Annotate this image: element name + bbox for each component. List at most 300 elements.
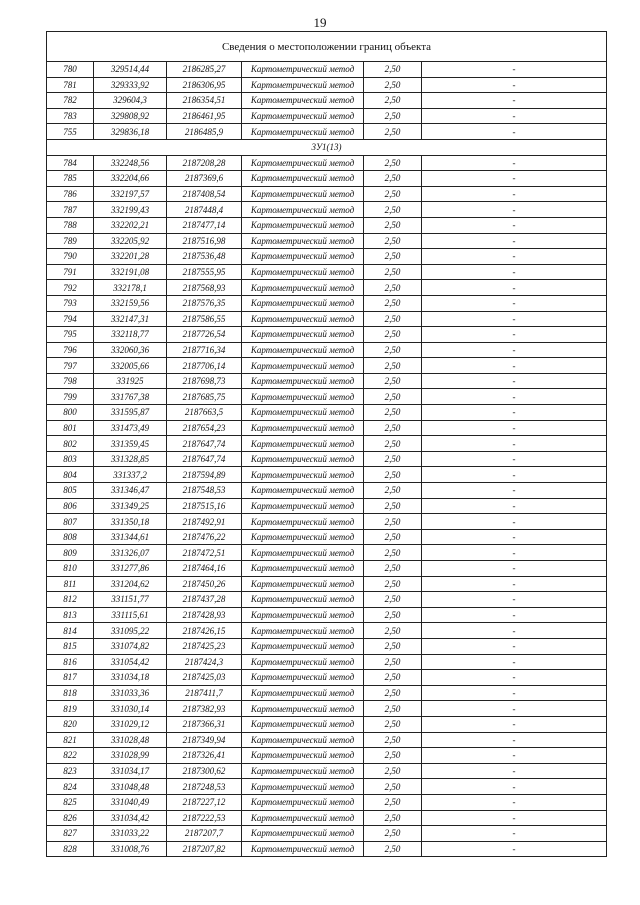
- y-coordinate-cell: 2187208,28: [167, 155, 242, 171]
- y-coordinate-cell: 2186461,95: [167, 108, 242, 124]
- table-row: [47, 654, 607, 670]
- method-cell: Картометрический метод: [242, 373, 364, 389]
- description-cell: -: [422, 77, 607, 93]
- method-cell: Картометрический метод: [242, 358, 364, 374]
- x-coordinate-cell: 331344,61: [94, 529, 167, 545]
- point-number-cell: 819: [47, 701, 94, 717]
- x-coordinate-cell: 332205,92: [94, 233, 167, 249]
- x-coordinate-cell: 331074,82: [94, 638, 167, 654]
- point-number-cell: 804: [47, 467, 94, 483]
- description-cell: -: [422, 389, 607, 405]
- y-coordinate-cell: 2187450,26: [167, 576, 242, 592]
- point-number-cell: 791: [47, 264, 94, 280]
- table-row: [47, 467, 607, 483]
- y-coordinate-cell: 2187248,53: [167, 779, 242, 795]
- accuracy-cell: 2,50: [364, 779, 422, 795]
- description-cell: -: [422, 202, 607, 218]
- method-cell: Картометрический метод: [242, 249, 364, 265]
- description-cell: -: [422, 514, 607, 530]
- method-cell: Картометрический метод: [242, 389, 364, 405]
- point-number-cell: 796: [47, 342, 94, 358]
- accuracy-cell: 2,50: [364, 62, 422, 78]
- x-coordinate-cell: 332118,77: [94, 327, 167, 343]
- description-cell: -: [422, 93, 607, 109]
- method-cell: Картометрический метод: [242, 342, 364, 358]
- x-coordinate-cell: 332159,56: [94, 295, 167, 311]
- description-cell: -: [422, 826, 607, 842]
- table-row: [47, 295, 607, 311]
- section-label: 3У1(13): [47, 139, 607, 155]
- x-coordinate-cell: 332204,66: [94, 171, 167, 187]
- table-row: [47, 155, 607, 171]
- y-coordinate-cell: 2186306,95: [167, 77, 242, 93]
- x-coordinate-cell: 331033,36: [94, 685, 167, 701]
- point-number-cell: 786: [47, 186, 94, 202]
- x-coordinate-cell: 331337,2: [94, 467, 167, 483]
- y-coordinate-cell: 2187207,82: [167, 841, 242, 857]
- table-row: [47, 436, 607, 452]
- table-row: [47, 342, 607, 358]
- description-cell: -: [422, 748, 607, 764]
- table-row: [47, 420, 607, 436]
- description-cell: -: [422, 373, 607, 389]
- method-cell: Картометрический метод: [242, 327, 364, 343]
- point-number-cell: 784: [47, 155, 94, 171]
- description-cell: -: [422, 670, 607, 686]
- point-number-cell: 809: [47, 545, 94, 561]
- point-number-cell: 814: [47, 623, 94, 639]
- accuracy-cell: 2,50: [364, 483, 422, 499]
- x-coordinate-cell: 329514,44: [94, 62, 167, 78]
- description-cell: -: [422, 249, 607, 265]
- x-coordinate-cell: 331048,48: [94, 779, 167, 795]
- description-cell: -: [422, 171, 607, 187]
- table-row: [47, 249, 607, 265]
- point-number-cell: 813: [47, 607, 94, 623]
- x-coordinate-cell: 331151,77: [94, 592, 167, 608]
- point-number-cell: 820: [47, 716, 94, 732]
- table-row: [47, 405, 607, 421]
- description-cell: -: [422, 62, 607, 78]
- y-coordinate-cell: 2187227,12: [167, 794, 242, 810]
- method-cell: Картометрический метод: [242, 576, 364, 592]
- y-coordinate-cell: 2187492,91: [167, 514, 242, 530]
- method-cell: Картометрический метод: [242, 545, 364, 561]
- table-row: [47, 623, 607, 639]
- table-row: [47, 810, 607, 826]
- x-coordinate-cell: 331028,99: [94, 748, 167, 764]
- accuracy-cell: 2,50: [364, 514, 422, 530]
- x-coordinate-cell: 331350,18: [94, 514, 167, 530]
- description-cell: -: [422, 701, 607, 717]
- description-cell: -: [422, 342, 607, 358]
- point-number-cell: 802: [47, 436, 94, 452]
- accuracy-cell: 2,50: [364, 623, 422, 639]
- x-coordinate-cell: 331204,62: [94, 576, 167, 592]
- accuracy-cell: 2,50: [364, 405, 422, 421]
- y-coordinate-cell: 2187477,14: [167, 217, 242, 233]
- x-coordinate-cell: 331473,49: [94, 420, 167, 436]
- method-cell: Картометрический метод: [242, 467, 364, 483]
- accuracy-cell: 2,50: [364, 342, 422, 358]
- y-coordinate-cell: 2187222,53: [167, 810, 242, 826]
- point-number-cell: 821: [47, 732, 94, 748]
- description-cell: -: [422, 716, 607, 732]
- description-cell: -: [422, 576, 607, 592]
- x-coordinate-cell: 331328,85: [94, 451, 167, 467]
- accuracy-cell: 2,50: [364, 171, 422, 187]
- description-cell: -: [422, 685, 607, 701]
- accuracy-cell: 2,50: [364, 295, 422, 311]
- y-coordinate-cell: 2187536,48: [167, 249, 242, 265]
- y-coordinate-cell: 2187424,3: [167, 654, 242, 670]
- y-coordinate-cell: 2187408,54: [167, 186, 242, 202]
- accuracy-cell: 2,50: [364, 420, 422, 436]
- y-coordinate-cell: 2187654,23: [167, 420, 242, 436]
- accuracy-cell: 2,50: [364, 794, 422, 810]
- y-coordinate-cell: 2187716,34: [167, 342, 242, 358]
- point-number-cell: 807: [47, 514, 94, 530]
- boundary-coordinates-table: [46, 31, 607, 857]
- x-coordinate-cell: 332005,66: [94, 358, 167, 374]
- description-cell: -: [422, 623, 607, 639]
- description-cell: -: [422, 327, 607, 343]
- method-cell: Картометрический метод: [242, 732, 364, 748]
- table-row: [47, 93, 607, 109]
- accuracy-cell: 2,50: [364, 93, 422, 109]
- point-number-cell: 815: [47, 638, 94, 654]
- method-cell: Картометрический метод: [242, 217, 364, 233]
- method-cell: Картометрический метод: [242, 654, 364, 670]
- table-row: [47, 264, 607, 280]
- point-number-cell: 801: [47, 420, 94, 436]
- x-coordinate-cell: 331359,45: [94, 436, 167, 452]
- description-cell: -: [422, 108, 607, 124]
- method-cell: Картометрический метод: [242, 280, 364, 296]
- y-coordinate-cell: 2187382,93: [167, 701, 242, 717]
- x-coordinate-cell: 331040,49: [94, 794, 167, 810]
- method-cell: Картометрический метод: [242, 233, 364, 249]
- accuracy-cell: 2,50: [364, 529, 422, 545]
- accuracy-cell: 2,50: [364, 748, 422, 764]
- table-row: [47, 763, 607, 779]
- point-number-cell: 800: [47, 405, 94, 421]
- table-row: [47, 373, 607, 389]
- point-number-cell: 795: [47, 327, 94, 343]
- y-coordinate-cell: 2187555,95: [167, 264, 242, 280]
- point-number-cell: 806: [47, 498, 94, 514]
- point-number-cell: 799: [47, 389, 94, 405]
- point-number-cell: 797: [47, 358, 94, 374]
- point-number-cell: 790: [47, 249, 94, 265]
- x-coordinate-cell: 332202,21: [94, 217, 167, 233]
- x-coordinate-cell: 332201,28: [94, 249, 167, 265]
- y-coordinate-cell: 2187425,03: [167, 670, 242, 686]
- accuracy-cell: 2,50: [364, 826, 422, 842]
- accuracy-cell: 2,50: [364, 638, 422, 654]
- description-cell: -: [422, 264, 607, 280]
- y-coordinate-cell: 2187568,93: [167, 280, 242, 296]
- point-number-cell: 798: [47, 373, 94, 389]
- table-row: [47, 186, 607, 202]
- x-coordinate-cell: 332178,1: [94, 280, 167, 296]
- table-row: [47, 592, 607, 608]
- table-row: [47, 171, 607, 187]
- x-coordinate-cell: 331029,12: [94, 716, 167, 732]
- y-coordinate-cell: 2187516,98: [167, 233, 242, 249]
- table-row: [47, 108, 607, 124]
- page-number: 19: [313, 15, 327, 30]
- accuracy-cell: 2,50: [364, 327, 422, 343]
- x-coordinate-cell: 332191,08: [94, 264, 167, 280]
- description-cell: -: [422, 405, 607, 421]
- table-row: [47, 327, 607, 343]
- method-cell: Картометрический метод: [242, 124, 364, 140]
- y-coordinate-cell: 2187663,5: [167, 405, 242, 421]
- accuracy-cell: 2,50: [364, 498, 422, 514]
- x-coordinate-cell: 332147,31: [94, 311, 167, 327]
- table-row: [47, 561, 607, 577]
- accuracy-cell: 2,50: [364, 810, 422, 826]
- method-cell: Картометрический метод: [242, 62, 364, 78]
- description-cell: -: [422, 654, 607, 670]
- method-cell: Картометрический метод: [242, 436, 364, 452]
- point-number-cell: 792: [47, 280, 94, 296]
- point-number-cell: 828: [47, 841, 94, 857]
- description-cell: -: [422, 483, 607, 499]
- accuracy-cell: 2,50: [364, 607, 422, 623]
- table-title: Сведения о местоположении границ объекта: [47, 32, 607, 62]
- section-row: [47, 139, 607, 155]
- method-cell: Картометрический метод: [242, 498, 364, 514]
- accuracy-cell: 2,50: [364, 358, 422, 374]
- method-cell: Картометрический метод: [242, 483, 364, 499]
- table-row: [47, 358, 607, 374]
- method-cell: Картометрический метод: [242, 529, 364, 545]
- y-coordinate-cell: 2187647,74: [167, 436, 242, 452]
- accuracy-cell: 2,50: [364, 373, 422, 389]
- accuracy-cell: 2,50: [364, 685, 422, 701]
- y-coordinate-cell: 2187425,23: [167, 638, 242, 654]
- y-coordinate-cell: 2186285,27: [167, 62, 242, 78]
- y-coordinate-cell: 2187515,16: [167, 498, 242, 514]
- point-number-cell: 788: [47, 217, 94, 233]
- x-coordinate-cell: 331030,14: [94, 701, 167, 717]
- method-cell: Картометрический метод: [242, 561, 364, 577]
- description-cell: -: [422, 358, 607, 374]
- description-cell: -: [422, 451, 607, 467]
- table-row: [47, 514, 607, 530]
- method-cell: Картометрический метод: [242, 93, 364, 109]
- point-number-cell: 782: [47, 93, 94, 109]
- table-row: [47, 670, 607, 686]
- method-cell: Картометрический метод: [242, 810, 364, 826]
- point-number-cell: 787: [47, 202, 94, 218]
- description-cell: -: [422, 794, 607, 810]
- point-number-cell: 823: [47, 763, 94, 779]
- x-coordinate-cell: 331034,17: [94, 763, 167, 779]
- point-number-cell: 817: [47, 670, 94, 686]
- description-cell: -: [422, 763, 607, 779]
- y-coordinate-cell: 2187428,93: [167, 607, 242, 623]
- y-coordinate-cell: 2187548,53: [167, 483, 242, 499]
- point-number-cell: 824: [47, 779, 94, 795]
- table-row: [47, 483, 607, 499]
- description-cell: -: [422, 186, 607, 202]
- description-cell: -: [422, 841, 607, 857]
- point-number-cell: 780: [47, 62, 94, 78]
- table-row: [47, 576, 607, 592]
- table-row: [47, 841, 607, 857]
- table-row: [47, 545, 607, 561]
- method-cell: Картометрический метод: [242, 592, 364, 608]
- point-number-cell: 810: [47, 561, 94, 577]
- y-coordinate-cell: 2187706,14: [167, 358, 242, 374]
- description-cell: -: [422, 638, 607, 654]
- table-row: [47, 685, 607, 701]
- y-coordinate-cell: 2187464,16: [167, 561, 242, 577]
- point-number-cell: 793: [47, 295, 94, 311]
- accuracy-cell: 2,50: [364, 592, 422, 608]
- x-coordinate-cell: 332197,57: [94, 186, 167, 202]
- point-number-cell: 789: [47, 233, 94, 249]
- y-coordinate-cell: 2187698,73: [167, 373, 242, 389]
- method-cell: Картометрический метод: [242, 77, 364, 93]
- table-row: [47, 77, 607, 93]
- description-cell: -: [422, 124, 607, 140]
- y-coordinate-cell: 2187647,74: [167, 451, 242, 467]
- table-row: [47, 498, 607, 514]
- point-number-cell: 808: [47, 529, 94, 545]
- description-cell: -: [422, 295, 607, 311]
- method-cell: Картометрический метод: [242, 685, 364, 701]
- table-row: [47, 311, 607, 327]
- y-coordinate-cell: 2187207,7: [167, 826, 242, 842]
- description-cell: -: [422, 779, 607, 795]
- point-number-cell: 818: [47, 685, 94, 701]
- accuracy-cell: 2,50: [364, 186, 422, 202]
- x-coordinate-cell: 331054,42: [94, 654, 167, 670]
- table-row: [47, 389, 607, 405]
- y-coordinate-cell: 2187594,89: [167, 467, 242, 483]
- y-coordinate-cell: 2187472,51: [167, 545, 242, 561]
- point-number-cell: 794: [47, 311, 94, 327]
- accuracy-cell: 2,50: [364, 576, 422, 592]
- point-number-cell: 803: [47, 451, 94, 467]
- point-number-cell: 781: [47, 77, 94, 93]
- x-coordinate-cell: 332248,56: [94, 155, 167, 171]
- method-cell: Картометрический метод: [242, 155, 364, 171]
- table-row: [47, 529, 607, 545]
- x-coordinate-cell: 331925: [94, 373, 167, 389]
- y-coordinate-cell: 2187366,31: [167, 716, 242, 732]
- point-number-cell: 785: [47, 171, 94, 187]
- table-row: [47, 202, 607, 218]
- y-coordinate-cell: 2186485,9: [167, 124, 242, 140]
- table-row: [47, 280, 607, 296]
- table-title-row: [47, 32, 607, 62]
- method-cell: Картометрический метод: [242, 701, 364, 717]
- method-cell: Картометрический метод: [242, 638, 364, 654]
- method-cell: Картометрический метод: [242, 171, 364, 187]
- accuracy-cell: 2,50: [364, 701, 422, 717]
- accuracy-cell: 2,50: [364, 217, 422, 233]
- table-row: [47, 701, 607, 717]
- point-number-cell: 783: [47, 108, 94, 124]
- accuracy-cell: 2,50: [364, 467, 422, 483]
- method-cell: Картометрический метод: [242, 451, 364, 467]
- point-number-cell: 816: [47, 654, 94, 670]
- method-cell: Картометрический метод: [242, 826, 364, 842]
- x-coordinate-cell: 332199,43: [94, 202, 167, 218]
- point-number-cell: 822: [47, 748, 94, 764]
- method-cell: Картометрический метод: [242, 670, 364, 686]
- y-coordinate-cell: 2187576,35: [167, 295, 242, 311]
- table-row: [47, 779, 607, 795]
- table-row: [47, 826, 607, 842]
- y-coordinate-cell: 2187586,55: [167, 311, 242, 327]
- accuracy-cell: 2,50: [364, 264, 422, 280]
- point-number-cell: 811: [47, 576, 94, 592]
- point-number-cell: 827: [47, 826, 94, 842]
- table-row: [47, 217, 607, 233]
- y-coordinate-cell: 2187326,41: [167, 748, 242, 764]
- accuracy-cell: 2,50: [364, 202, 422, 218]
- table-row: [47, 732, 607, 748]
- accuracy-cell: 2,50: [364, 841, 422, 857]
- y-coordinate-cell: 2186354,51: [167, 93, 242, 109]
- method-cell: Картометрический метод: [242, 311, 364, 327]
- y-coordinate-cell: 2187726,54: [167, 327, 242, 343]
- x-coordinate-cell: 331115,61: [94, 607, 167, 623]
- x-coordinate-cell: 329604,3: [94, 93, 167, 109]
- accuracy-cell: 2,50: [364, 716, 422, 732]
- x-coordinate-cell: 329808,92: [94, 108, 167, 124]
- x-coordinate-cell: 332060,36: [94, 342, 167, 358]
- accuracy-cell: 2,50: [364, 155, 422, 171]
- table-row: [47, 794, 607, 810]
- description-cell: -: [422, 592, 607, 608]
- y-coordinate-cell: 2187426,15: [167, 623, 242, 639]
- accuracy-cell: 2,50: [364, 108, 422, 124]
- description-cell: -: [422, 436, 607, 452]
- point-number-cell: 805: [47, 483, 94, 499]
- accuracy-cell: 2,50: [364, 389, 422, 405]
- accuracy-cell: 2,50: [364, 654, 422, 670]
- accuracy-cell: 2,50: [364, 451, 422, 467]
- description-cell: -: [422, 233, 607, 249]
- description-cell: -: [422, 467, 607, 483]
- method-cell: Картометрический метод: [242, 716, 364, 732]
- y-coordinate-cell: 2187349,94: [167, 732, 242, 748]
- method-cell: Картометрический метод: [242, 264, 364, 280]
- x-coordinate-cell: 331028,48: [94, 732, 167, 748]
- accuracy-cell: 2,50: [364, 77, 422, 93]
- accuracy-cell: 2,50: [364, 670, 422, 686]
- table-row: [47, 233, 607, 249]
- table-row: [47, 62, 607, 78]
- y-coordinate-cell: 2187685,75: [167, 389, 242, 405]
- method-cell: Картометрический метод: [242, 108, 364, 124]
- x-coordinate-cell: 329333,92: [94, 77, 167, 93]
- x-coordinate-cell: 331095,22: [94, 623, 167, 639]
- description-cell: -: [422, 280, 607, 296]
- method-cell: Картометрический метод: [242, 405, 364, 421]
- y-coordinate-cell: 2187476,22: [167, 529, 242, 545]
- accuracy-cell: 2,50: [364, 280, 422, 296]
- description-cell: -: [422, 217, 607, 233]
- point-number-cell: 812: [47, 592, 94, 608]
